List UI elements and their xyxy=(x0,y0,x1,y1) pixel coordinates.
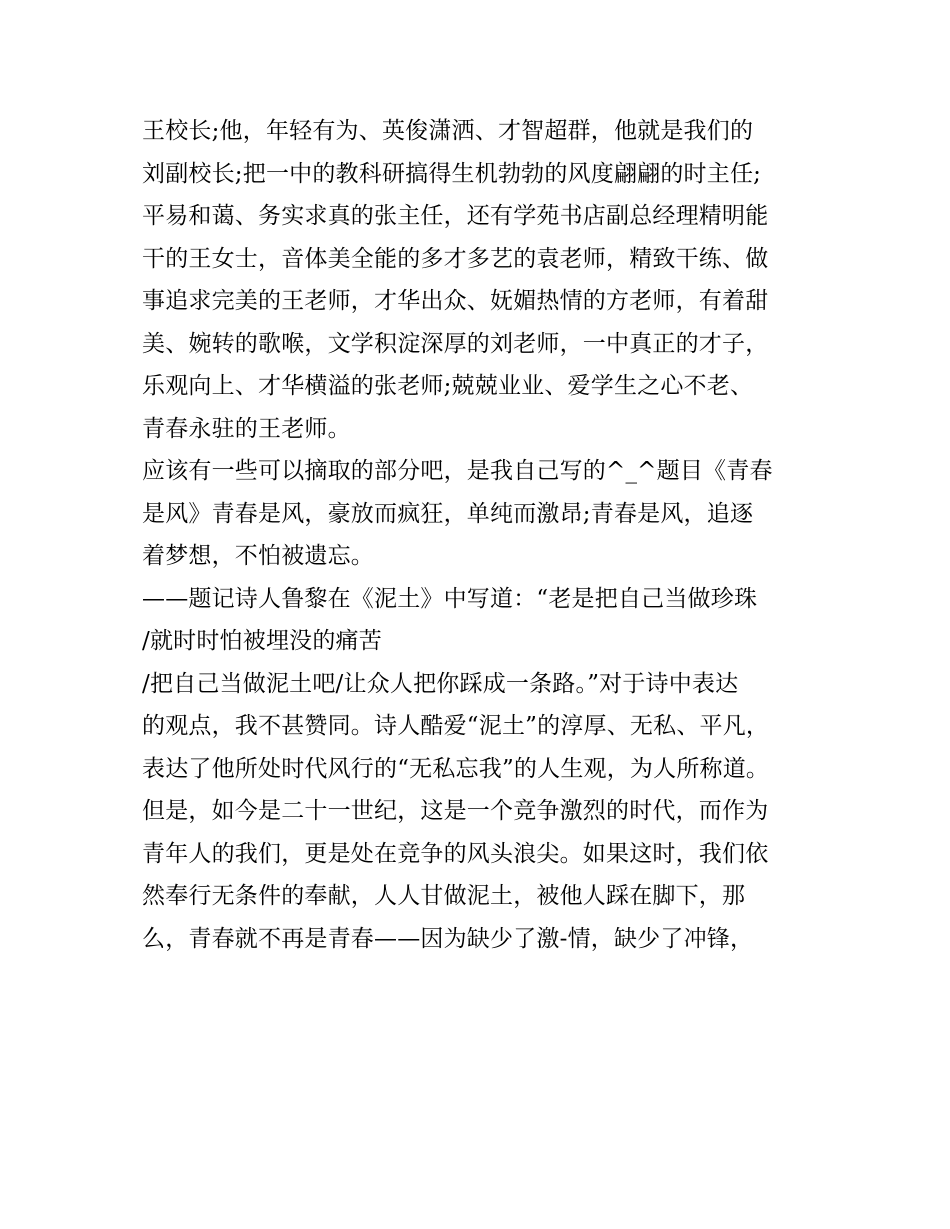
text-line: 刘副校长;把一中的教科研搞得生机勃勃的风度翩翩的时主任; xyxy=(142,160,762,187)
text-line: 事追求完美的王老师，才华出众、妩媚热情的方老师，有着甜 xyxy=(142,288,769,314)
text-line: 的观点，我不甚赞同。诗人酷爱“泥土”的淳厚、无私、平凡， xyxy=(142,713,770,739)
text-line: 然奉行无条件的奉献，人人甘做泥土，被他人踩在脚下，那 xyxy=(142,883,746,909)
text-line: /把自己当做泥土吧/让众人把你踩成一条路。”对于诗中表达 xyxy=(142,670,739,697)
text-line: 青年人的我们，更是处在竞争的风头浪尖。如果这时，我们依 xyxy=(142,840,769,867)
text-line: 青春永驻的王老师。 xyxy=(142,415,351,442)
text-line: /就时时怕被埋没的痛苦 xyxy=(142,628,382,654)
text-line: 应该有一些可以摘取的部分吧，是我自己写的^_^题目《青春 xyxy=(142,458,773,484)
body-text xyxy=(142,110,822,960)
text-line: 干的王女士，音体美全能的多才多艺的袁老师，精致干练、做 xyxy=(142,245,769,272)
text-line: 平易和蔼、务实求真的张主任，还有学苑书店副总经理精明能 xyxy=(142,203,769,229)
text-line: 王校长;他，年轻有为、英俊潇洒、才智超群，他就是我们的 xyxy=(142,118,754,144)
text-line: 美、婉转的歌喉，文学积淀深厚的刘老师，一中真正的才子， xyxy=(142,330,769,357)
text-line: 乐观向上、才华横溢的张老师;兢兢业业、爱学生之心不老、 xyxy=(142,373,754,399)
text-line: 表达了他所处时代风行的“无私忘我”的人生观，为人所称道。 xyxy=(142,755,770,782)
text-line: 着梦想，不怕被遗忘。 xyxy=(142,543,374,569)
text-line: 是风》青春是风，豪放而疯狂，单纯而激昂;青春是风，追逐 xyxy=(142,500,754,527)
text-line: 么，青春就不再是青春——因为缺少了激-情，缺少了冲锋， xyxy=(142,925,754,952)
text-line: 但是，如今是二十一世纪，这是一个竞争激烈的时代，而作为 xyxy=(142,798,769,824)
text-line: ——题记诗人鲁黎在《泥土》中写道：“老是把自己当做珍珠 xyxy=(142,585,758,612)
